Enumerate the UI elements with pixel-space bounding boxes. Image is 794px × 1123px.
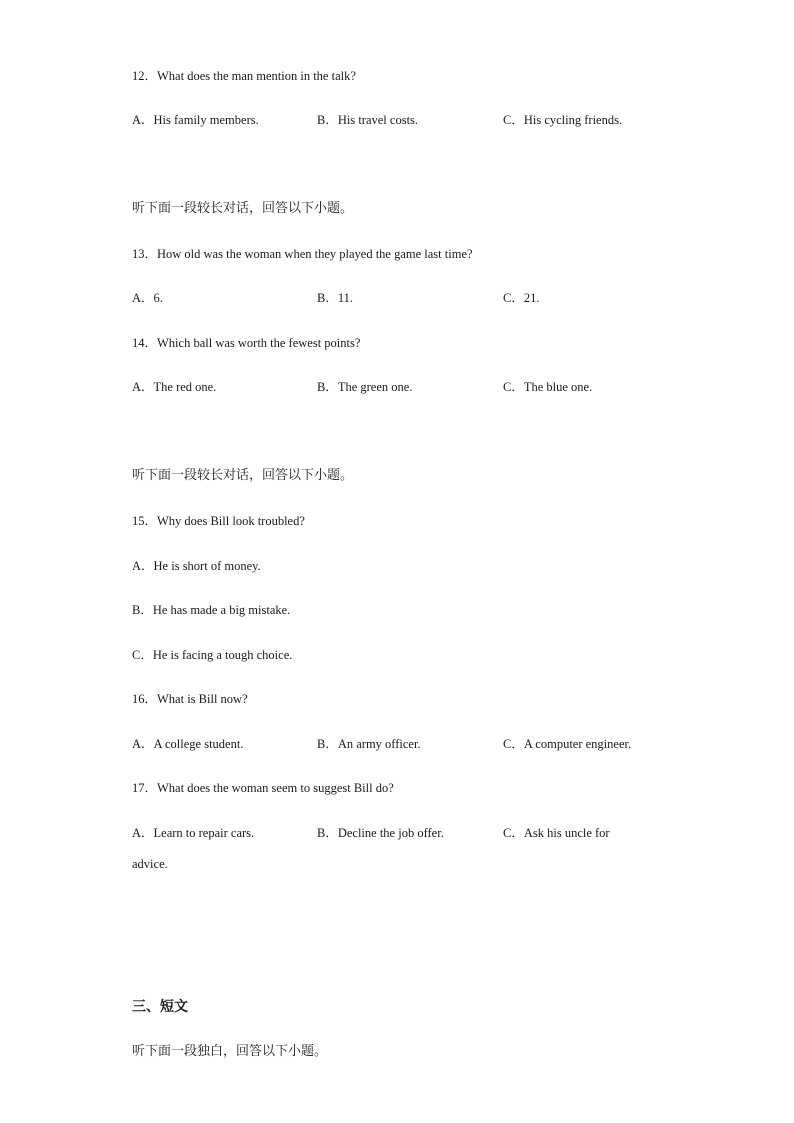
q16-option-c: C．A computer engineer. <box>503 737 632 751</box>
q17-option-a: A．Learn to repair cars. <box>132 826 255 840</box>
q13-option-a: A．6. <box>132 291 163 305</box>
question-13: 13．How old was the woman when they played the game last time? <box>132 247 473 261</box>
q17-option-c-continued: advice. <box>132 857 168 871</box>
question-12: 12．What does the man mention in the talk? <box>132 69 356 83</box>
q15-option-b: B．He has made a big mistake. <box>132 603 291 617</box>
section-intro-1: 听下面一段较长对话，回答以下小题。 <box>132 201 354 216</box>
question-14: 14．Which ball was worth the fewest points? <box>132 336 361 350</box>
q15-option-c: C．He is facing a tough choice. <box>132 648 293 662</box>
q13-option-c: C．21. <box>503 291 540 305</box>
question-17: 17．What does the woman seem to suggest Bill do? <box>132 781 394 795</box>
q14-option-c: C．The blue one. <box>503 380 593 394</box>
q14-option-b: B．The green one. <box>317 380 413 394</box>
q14-option-a: A．The red one. <box>132 380 217 394</box>
q15-option-a: A．He is short of money. <box>132 559 261 573</box>
question-15: 15．Why does Bill look troubled? <box>132 514 305 528</box>
q12-option-b: B．His travel costs. <box>317 113 419 127</box>
q12-option-a: A．His family members. <box>132 113 259 127</box>
section-heading: 三、短文 <box>132 999 188 1015</box>
section-intro-2: 听下面一段较长对话，回答以下小题。 <box>132 468 354 483</box>
q17-option-b: B．Decline the job offer. <box>317 826 444 840</box>
q16-option-a: A．A college student. <box>132 737 244 751</box>
section-intro-3: 听下面一段独白，回答以下小题。 <box>132 1044 328 1059</box>
q17-option-c: C．Ask his uncle for <box>503 826 610 840</box>
q16-option-b: B．An army officer. <box>317 737 421 751</box>
question-16: 16．What is Bill now? <box>132 692 248 706</box>
q12-option-c: C．His cycling friends. <box>503 113 623 127</box>
q13-option-b: B．11. <box>317 291 353 305</box>
